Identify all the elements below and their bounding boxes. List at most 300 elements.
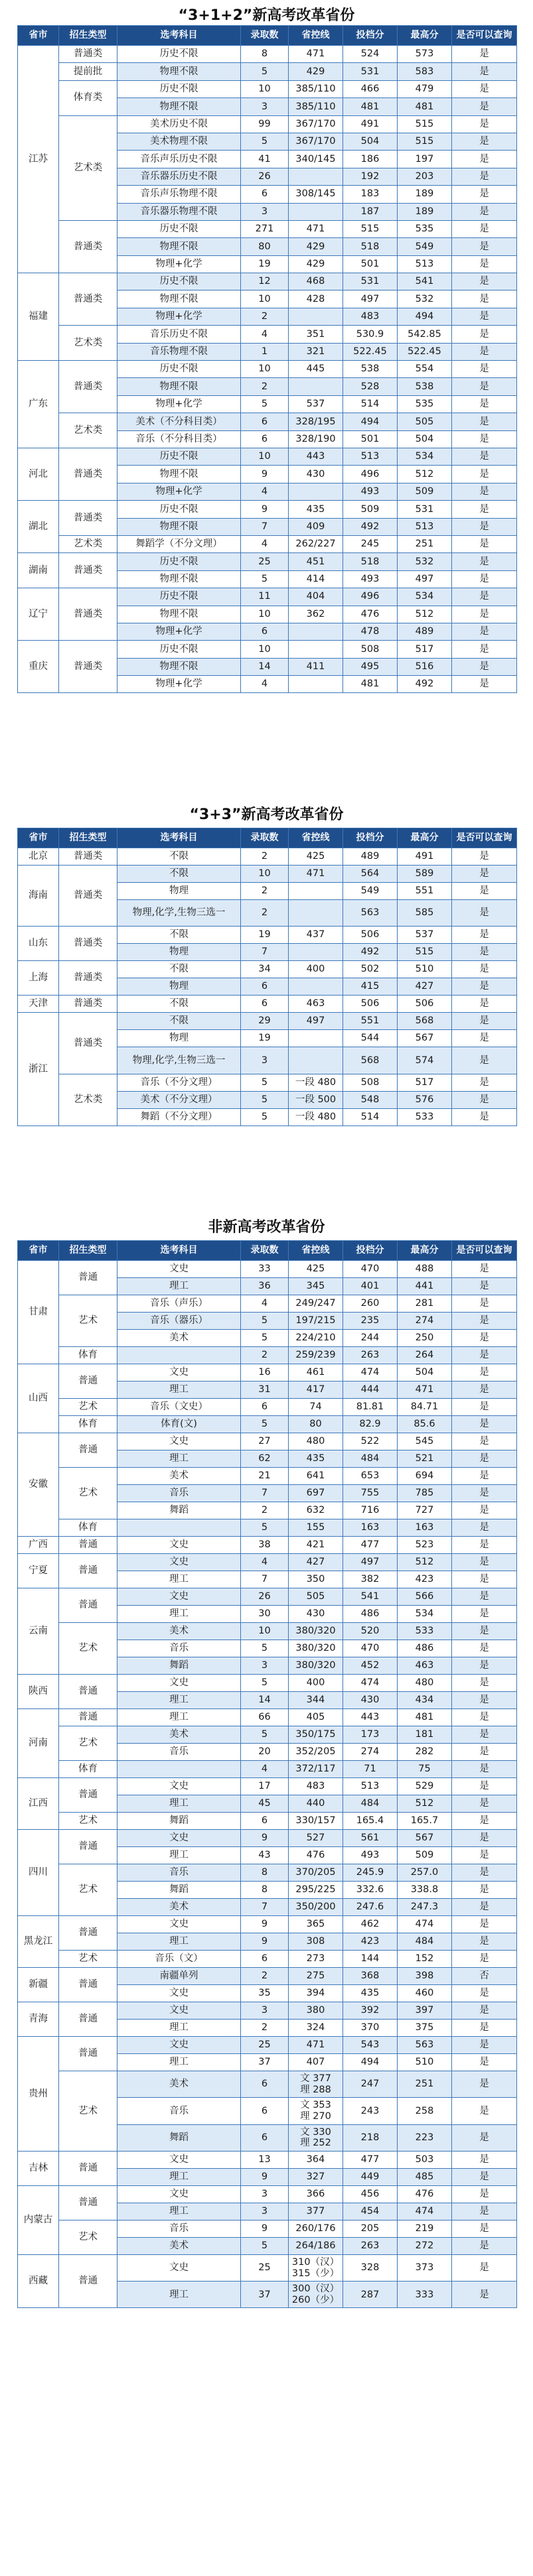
admit-count-cell: 6 — [241, 413, 289, 430]
filing-score-cell: 370 — [343, 2020, 398, 2037]
max-score-cell: 333 — [398, 2282, 452, 2308]
subject-cell: 文史 — [117, 1261, 241, 1278]
filing-score-cell: 501 — [343, 430, 398, 448]
filing-score-cell: 144 — [343, 1951, 398, 1968]
admission-table-traditional — [17, 1240, 517, 2308]
max-score-cell: 282 — [398, 1744, 452, 1761]
admission-type-cell: 艺术类 — [59, 326, 117, 361]
queryable-cell: 是 — [452, 978, 517, 996]
admit-count-cell: 19 — [241, 1030, 289, 1047]
queryable-cell: 是 — [452, 2020, 517, 2037]
filing-score-cell: 564 — [343, 866, 398, 883]
queryable-cell: 是 — [452, 1347, 517, 1364]
max-score-cell: 488 — [398, 1261, 452, 1278]
admission-table-312 — [17, 25, 517, 693]
queryable-cell: 是 — [452, 1364, 517, 1382]
max-score-cell: 460 — [398, 1985, 452, 2002]
max-score-cell: 373 — [398, 2254, 452, 2281]
filing-score-cell: 493 — [343, 483, 398, 500]
max-score-cell: 75 — [398, 1761, 452, 1778]
queryable-cell: 是 — [452, 1795, 517, 1813]
admit-count-cell: 36 — [241, 1278, 289, 1295]
control-line-cell — [289, 308, 343, 325]
control-line-cell: 414 — [289, 570, 343, 588]
admit-count-cell: 6 — [241, 2098, 289, 2124]
filing-score-cell: 186 — [343, 151, 398, 168]
queryable-cell: 是 — [452, 115, 517, 133]
control-line-cell — [289, 378, 343, 395]
max-score-cell: 505 — [398, 413, 452, 430]
subject-cell: 音乐（不分文理） — [117, 1074, 241, 1091]
subject-cell: 文史 — [117, 1916, 241, 1933]
control-line-cell: 273 — [289, 1951, 343, 1968]
max-score-cell: 504 — [398, 430, 452, 448]
admit-count-cell: 29 — [241, 1013, 289, 1030]
admission-type-cell: 艺术 — [59, 1623, 117, 1675]
max-score-cell: 510 — [398, 961, 452, 978]
max-score-cell: 486 — [398, 1640, 452, 1657]
admission-type-cell: 艺术 — [59, 1295, 117, 1347]
subject-cell: 历史不限 — [117, 220, 241, 237]
admit-count-cell: 7 — [241, 1899, 289, 1916]
table-row — [18, 1968, 517, 1985]
table-row — [18, 63, 517, 80]
subject-cell: 物理,化学,生物三选一 — [117, 900, 241, 927]
control-line-cell: 443 — [289, 448, 343, 465]
control-line-cell: 155 — [289, 1519, 343, 1537]
subject-cell: 理工 — [117, 1847, 241, 1864]
column-header: 选考科目 — [117, 1241, 241, 1261]
admit-count-cell: 6 — [241, 1399, 289, 1416]
admit-count-cell: 14 — [241, 1692, 289, 1709]
admit-count-cell: 3 — [241, 1657, 289, 1675]
max-score-cell: 531 — [398, 501, 452, 518]
control-line-cell: 385/110 — [289, 80, 343, 97]
max-score-cell: 510 — [398, 2054, 452, 2071]
subject-cell: 历史不限 — [117, 588, 241, 606]
admit-count-cell: 5 — [241, 1675, 289, 1692]
column-header: 是否可以查询 — [452, 1241, 517, 1261]
subject-cell: 音乐 — [117, 1744, 241, 1761]
max-score-cell: 563 — [398, 2037, 452, 2054]
max-score-cell: 251 — [398, 535, 452, 552]
queryable-cell: 是 — [452, 1433, 517, 1450]
queryable-cell: 是 — [452, 483, 517, 500]
admit-count-cell: 2 — [241, 1502, 289, 1519]
max-score-cell: 533 — [398, 1108, 452, 1126]
max-score-cell: 585 — [398, 900, 452, 927]
control-line-cell: 264/186 — [289, 2237, 343, 2254]
filing-score-cell: 423 — [343, 1933, 398, 1951]
max-score-cell: 375 — [398, 2020, 452, 2037]
section-title: “3+3”新高考改革省份 — [189, 806, 344, 823]
max-score-cell: 480 — [398, 1675, 452, 1692]
admit-count-cell: 6 — [241, 186, 289, 203]
queryable-cell: 是 — [452, 1468, 517, 1485]
filing-score-cell: 530.9 — [343, 326, 398, 343]
queryable-cell: 是 — [452, 2203, 517, 2220]
filing-score-cell: 263 — [343, 2237, 398, 2254]
subject-cell: 美术 — [117, 2071, 241, 2098]
subject-cell: 文史 — [117, 1433, 241, 1450]
admission-type-cell: 普通 — [59, 1709, 117, 1726]
subject-cell: 美术（不分科目类） — [117, 413, 241, 430]
filing-score-cell: 568 — [343, 1047, 398, 1074]
queryable-cell: 是 — [452, 1640, 517, 1657]
control-line-cell: 404 — [289, 588, 343, 606]
subject-cell: 物理+化学 — [117, 623, 241, 640]
control-line-cell: 421 — [289, 1537, 343, 1554]
control-line-cell: 427 — [289, 1554, 343, 1571]
control-line-cell: 308/145 — [289, 186, 343, 203]
filing-score-cell: 484 — [343, 1795, 398, 1813]
control-line-cell: 411 — [289, 658, 343, 675]
table-row — [18, 535, 517, 552]
table-row — [18, 2002, 517, 2020]
filing-score-cell: 260 — [343, 1295, 398, 1313]
control-line-cell: 468 — [289, 273, 343, 290]
subject-cell: 舞蹈 — [117, 1502, 241, 1519]
filing-score-cell: 82.9 — [343, 1416, 398, 1433]
province-cell: 福建 — [18, 273, 59, 361]
subject-cell: 音乐（器乐） — [117, 1313, 241, 1330]
queryable-cell: 是 — [452, 63, 517, 80]
max-score-cell: 727 — [398, 1502, 452, 1519]
admit-count-cell: 5 — [241, 133, 289, 150]
column-header: 招生类型 — [59, 1241, 117, 1261]
queryable-cell: 是 — [452, 1588, 517, 1606]
filing-score-cell: 263 — [343, 1347, 398, 1364]
admission-type-cell: 普通 — [59, 1588, 117, 1623]
column-header: 最高分 — [398, 828, 452, 848]
filing-score-cell: 518 — [343, 553, 398, 570]
subject-cell: 文史 — [117, 2185, 241, 2203]
admit-count-cell: 34 — [241, 961, 289, 978]
admit-count-cell: 45 — [241, 1795, 289, 1813]
queryable-cell: 是 — [452, 2037, 517, 2054]
column-header: 录取数 — [241, 26, 289, 46]
queryable-cell: 是 — [452, 448, 517, 465]
subject-cell: 物理,化学,生物三选一 — [117, 1047, 241, 1074]
max-score-cell: 573 — [398, 46, 452, 63]
admit-count-cell: 17 — [241, 1778, 289, 1795]
province-cell: 贵州 — [18, 2037, 59, 2152]
filing-score-cell: 508 — [343, 1074, 398, 1091]
filing-score-cell: 71 — [343, 1761, 398, 1778]
control-line-cell: 451 — [289, 553, 343, 570]
subject-cell: 美术 — [117, 1330, 241, 1347]
max-score-cell: 541 — [398, 273, 452, 290]
subject-cell: 物理不限 — [117, 570, 241, 588]
max-score-cell: 509 — [398, 1847, 452, 1864]
subject-cell: 舞蹈（不分文理） — [117, 1108, 241, 1126]
admit-count-cell: 7 — [241, 944, 289, 961]
province-cell: 河北 — [18, 448, 59, 500]
queryable-cell: 是 — [452, 1778, 517, 1795]
queryable-cell: 是 — [452, 944, 517, 961]
admission-type-cell: 普通 — [59, 1675, 117, 1709]
control-line-cell — [289, 944, 343, 961]
filing-score-cell: 444 — [343, 1382, 398, 1399]
subject-cell: 物理+化学 — [117, 395, 241, 413]
queryable-cell: 是 — [452, 395, 517, 413]
admit-count-cell: 6 — [241, 978, 289, 996]
filing-score-cell: 205 — [343, 2220, 398, 2237]
filing-score-cell: 506 — [343, 996, 398, 1013]
admit-count-cell: 6 — [241, 2071, 289, 2098]
control-line-cell: 321 — [289, 343, 343, 360]
admit-count-cell: 10 — [241, 606, 289, 623]
table-row — [18, 1416, 517, 1433]
queryable-cell: 是 — [452, 203, 517, 220]
filing-score-cell: 452 — [343, 1657, 398, 1675]
subject-cell: 美术 — [117, 1468, 241, 1485]
filing-score-cell: 496 — [343, 588, 398, 606]
subject-cell: 美术 — [117, 2237, 241, 2254]
max-score-cell: 532 — [398, 553, 452, 570]
control-line-cell — [289, 978, 343, 996]
admission-type-cell: 艺术 — [59, 1864, 117, 1916]
max-score-cell: 567 — [398, 1030, 452, 1047]
column-header: 录取数 — [241, 828, 289, 848]
queryable-cell: 是 — [452, 133, 517, 150]
max-score-cell: 485 — [398, 2168, 452, 2185]
admission-type-cell: 普通类 — [59, 501, 117, 536]
max-score-cell: 545 — [398, 1433, 452, 1450]
max-score-cell: 534 — [398, 1606, 452, 1623]
subject-cell: 音乐 — [117, 1485, 241, 1502]
admit-count-cell: 9 — [241, 466, 289, 483]
max-score-cell: 512 — [398, 466, 452, 483]
admission-type-cell: 普通 — [59, 1778, 117, 1813]
queryable-cell: 是 — [452, 1313, 517, 1330]
filing-score-cell: 497 — [343, 1554, 398, 1571]
admit-count-cell: 5 — [241, 2237, 289, 2254]
queryable-cell: 是 — [452, 361, 517, 378]
admit-count-cell: 5 — [241, 1640, 289, 1657]
subject-cell: 舞蹈 — [117, 1657, 241, 1675]
queryable-cell: 是 — [452, 1692, 517, 1709]
province-cell: 新疆 — [18, 1968, 59, 2002]
queryable-cell: 是 — [452, 1295, 517, 1313]
subject-cell: 文史 — [117, 2151, 241, 2168]
section-title: “3+1+2”新高考改革省份 — [178, 7, 355, 24]
table-row — [18, 1864, 517, 1882]
admit-count-cell: 2 — [241, 848, 289, 866]
column-header: 是否可以查询 — [452, 26, 517, 46]
table-row — [18, 1813, 517, 1830]
province-cell: 陕西 — [18, 1675, 59, 1709]
control-line-cell: 480 — [289, 1433, 343, 1450]
province-cell: 浙江 — [18, 1013, 59, 1126]
queryable-cell: 是 — [452, 2282, 517, 2308]
max-score-cell: 181 — [398, 1726, 452, 1744]
max-score-cell: 512 — [398, 1795, 452, 1813]
subject-cell: 历史不限 — [117, 46, 241, 63]
control-line-cell: 394 — [289, 1985, 343, 2002]
subject-cell: 音乐 — [117, 2098, 241, 2124]
admission-type-cell: 体育类 — [59, 80, 117, 115]
subject-cell — [117, 1347, 241, 1364]
admit-count-cell: 9 — [241, 1933, 289, 1951]
admission-type-cell: 普通 — [59, 2002, 117, 2037]
filing-score-cell: 541 — [343, 1588, 398, 1606]
subject-cell: 理工 — [117, 1692, 241, 1709]
max-score-cell: 497 — [398, 570, 452, 588]
province-cell: 青海 — [18, 2002, 59, 2037]
filing-score-cell: 518 — [343, 238, 398, 255]
control-line-cell: 429 — [289, 238, 343, 255]
column-header: 省控线 — [289, 26, 343, 46]
admission-type-cell: 普通 — [59, 1433, 117, 1468]
control-line-cell: 351 — [289, 326, 343, 343]
admit-count-cell: 30 — [241, 1606, 289, 1623]
subject-cell: 文史 — [117, 1985, 241, 2002]
admission-type-cell: 普通类 — [59, 588, 117, 641]
max-score-cell: 504 — [398, 1364, 452, 1382]
admit-count-cell: 3 — [241, 2002, 289, 2020]
admit-count-cell: 6 — [241, 2124, 289, 2151]
admit-count-cell: 19 — [241, 255, 289, 273]
max-score-cell: 529 — [398, 1778, 452, 1795]
admit-count-cell: 19 — [241, 927, 289, 944]
max-score-cell: 521 — [398, 1450, 452, 1468]
province-cell: 四川 — [18, 1830, 59, 1916]
queryable-cell: 是 — [452, 466, 517, 483]
queryable-cell: 是 — [452, 1864, 517, 1882]
admission-type-cell: 普通类 — [59, 848, 117, 866]
control-line-cell: 425 — [289, 848, 343, 866]
subject-cell: 历史不限 — [117, 641, 241, 658]
filing-score-cell: 497 — [343, 290, 398, 308]
max-score-cell: 474 — [398, 2203, 452, 2220]
admission-type-cell: 普通 — [59, 1830, 117, 1864]
filing-score-cell: 551 — [343, 1013, 398, 1030]
control-line-cell — [289, 203, 343, 220]
admit-count-cell: 62 — [241, 1450, 289, 1468]
admission-type-cell: 体育 — [59, 1347, 117, 1364]
admit-count-cell: 9 — [241, 2220, 289, 2237]
queryable-cell: 是 — [452, 1382, 517, 1399]
admit-count-cell: 2 — [241, 1347, 289, 1364]
filing-score-cell: 543 — [343, 2037, 398, 2054]
queryable-cell: 是 — [452, 501, 517, 518]
table-row — [18, 927, 517, 944]
queryable-cell: 是 — [452, 1554, 517, 1571]
admission-type-cell: 普通 — [59, 2151, 117, 2185]
filing-score-cell: 538 — [343, 361, 398, 378]
max-score-cell: 481 — [398, 98, 452, 115]
subject-cell: 理工 — [117, 1278, 241, 1295]
control-line-cell — [289, 483, 343, 500]
table-row — [18, 115, 517, 133]
control-line-cell — [289, 623, 343, 640]
filing-score-cell: 495 — [343, 658, 398, 675]
admit-count-cell: 2 — [241, 1968, 289, 1985]
subject-cell: 物理+化学 — [117, 255, 241, 273]
control-line-cell — [289, 900, 343, 927]
subject-cell: 音乐声乐物理不限 — [117, 186, 241, 203]
table-row — [18, 848, 517, 866]
admission-type-cell: 艺术 — [59, 1951, 117, 1968]
max-score-cell: 551 — [398, 883, 452, 900]
admit-count-cell: 13 — [241, 2151, 289, 2168]
province-cell: 吉林 — [18, 2151, 59, 2185]
control-line-cell: 430 — [289, 466, 343, 483]
province-cell: 重庆 — [18, 641, 59, 693]
subject-cell: 美术物理不限 — [117, 133, 241, 150]
filing-score-cell: 187 — [343, 203, 398, 220]
max-score-cell: 189 — [398, 186, 452, 203]
admission-type-cell: 普通类 — [59, 46, 117, 63]
control-line-cell: 310（汉） 315（少） — [289, 2254, 343, 2281]
queryable-cell: 是 — [452, 2098, 517, 2124]
subject-cell: 物理不限 — [117, 378, 241, 395]
admission-type-cell: 普通类 — [59, 448, 117, 500]
queryable-cell: 是 — [452, 378, 517, 395]
queryable-cell: 是 — [452, 866, 517, 883]
queryable-cell: 是 — [452, 1933, 517, 1951]
control-line-cell: 370/205 — [289, 1864, 343, 1882]
max-score-cell: 535 — [398, 395, 452, 413]
max-score-cell: 272 — [398, 2237, 452, 2254]
control-line-cell: 197/215 — [289, 1313, 343, 1330]
province-cell: 海南 — [18, 866, 59, 927]
control-line-cell: 435 — [289, 1450, 343, 1468]
control-line-cell: 262/227 — [289, 535, 343, 552]
queryable-cell: 是 — [452, 326, 517, 343]
filing-score-cell: 513 — [343, 448, 398, 465]
admit-count-cell: 4 — [241, 483, 289, 500]
control-line-cell: 440 — [289, 1795, 343, 1813]
queryable-cell: 是 — [452, 2237, 517, 2254]
max-score-cell: 397 — [398, 2002, 452, 2020]
filing-score-cell: 502 — [343, 961, 398, 978]
table-row — [18, 1675, 517, 1692]
queryable-cell: 是 — [452, 1813, 517, 1830]
max-score-cell: 535 — [398, 220, 452, 237]
queryable-cell: 是 — [452, 2054, 517, 2071]
queryable-cell: 是 — [452, 2168, 517, 2185]
admit-count-cell: 8 — [241, 46, 289, 63]
admission-type-cell: 普通 — [59, 1916, 117, 1951]
admit-count-cell: 2 — [241, 378, 289, 395]
admit-count-cell: 3 — [241, 2185, 289, 2203]
control-line-cell: 文 353 理 270 — [289, 2098, 343, 2124]
max-score-cell: 264 — [398, 1347, 452, 1364]
filing-score-cell: 531 — [343, 63, 398, 80]
max-score-cell: 532 — [398, 290, 452, 308]
admit-count-cell: 37 — [241, 2054, 289, 2071]
admission-type-cell: 普通类 — [59, 553, 117, 588]
subject-cell: 物理+化学 — [117, 483, 241, 500]
admission-type-cell: 艺术 — [59, 1468, 117, 1519]
filing-score-cell: 493 — [343, 570, 398, 588]
max-score-cell: 494 — [398, 308, 452, 325]
filing-score-cell: 462 — [343, 1916, 398, 1933]
queryable-cell: 是 — [452, 220, 517, 237]
admission-type-cell: 艺术 — [59, 2071, 117, 2152]
admit-count-cell: 7 — [241, 1485, 289, 1502]
filing-score-cell: 474 — [343, 1364, 398, 1382]
filing-score-cell: 477 — [343, 2151, 398, 2168]
admission-type-cell: 艺术 — [59, 1726, 117, 1761]
table-row — [18, 1951, 517, 1968]
control-line-cell: 471 — [289, 220, 343, 237]
queryable-cell: 是 — [452, 1399, 517, 1416]
filing-score-cell: 163 — [343, 1519, 398, 1537]
admit-count-cell: 21 — [241, 1468, 289, 1485]
